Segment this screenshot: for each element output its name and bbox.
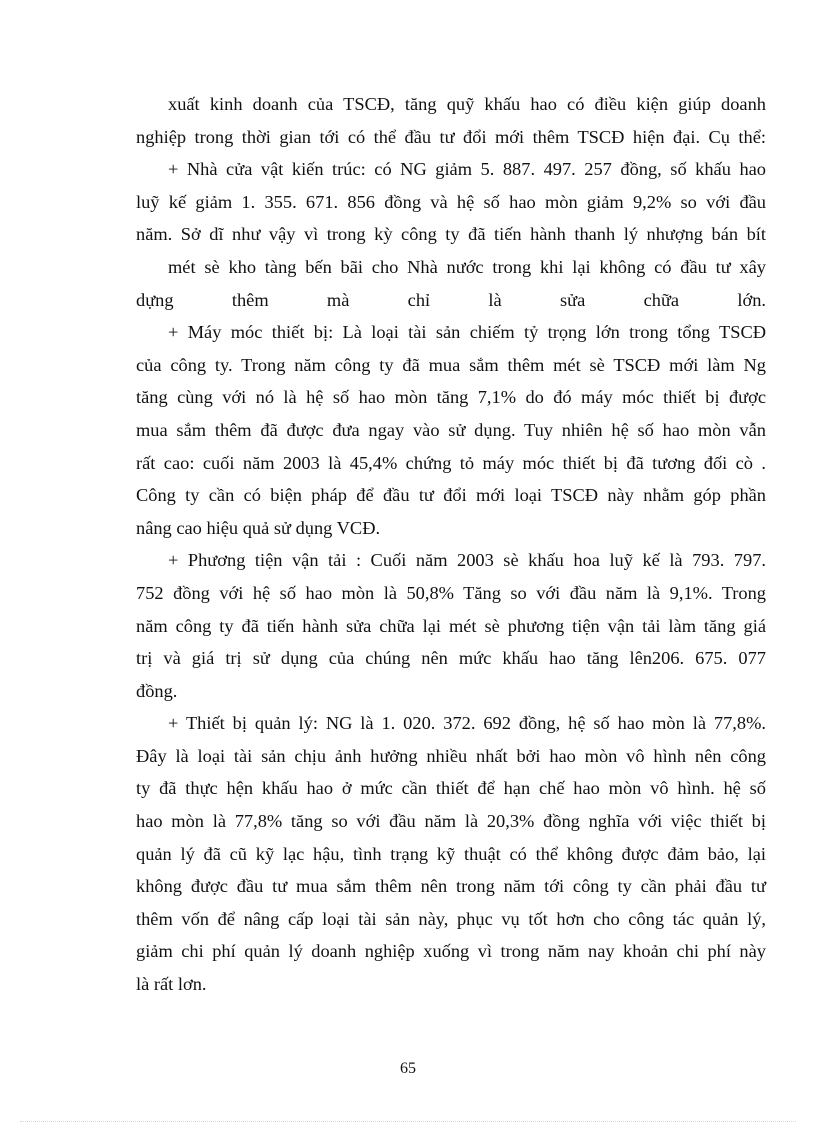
text-line: rất cao: cuối năm 2003 là 45,4% chứng tỏ máy móc thiết bị đã tương đối cò . xyxy=(136,452,766,473)
text-line: năm. Sở dĩ như vậy vì trong kỳ công ty đã tiến hành thanh lý nhượng bán bít xyxy=(136,224,766,245)
text-line: năm công ty đã tiến hành sửa chữa lại mét sè phương tiện vận tải làm tăng giá xyxy=(136,615,766,636)
text-line: 752 đồng với hệ số hao mòn là 50,8% Tăng so với đầu năm là 9,1%. Trong xyxy=(136,582,766,603)
text-line: thêm vốn để nâng cấp loại tài sản này, phục vụ tốt hơn cho công tác quản lý, xyxy=(136,908,766,929)
text-line: xuất kinh doanh của TSCĐ, tăng quỹ khấu hao có điều kiện giúp doanh xyxy=(168,94,766,114)
text-line: nghiệp trong thời gian tới có thể đầu tư đổi mới thêm TSCĐ hiện đại. Cụ thể: xyxy=(136,126,766,147)
text-line: tăng cùng với nó là hệ số hao mòn tăng 7,1% do đó máy móc thiết bị được xyxy=(136,387,766,408)
text-line: + Máy móc thiết bị: Là loại tài sản chiếm tỷ trọng lớn trong tổng TSCĐ xyxy=(168,322,766,343)
body-text xyxy=(136,88,766,1001)
text-line: hao mòn là 77,8% tăng so với đầu năm là 20,3% đồng nghĩa với việc thiết bị xyxy=(136,811,766,832)
text-line: là rất lơn. xyxy=(136,974,207,995)
text-line: nâng cao hiệu quả sử dụng VCĐ. xyxy=(136,517,381,538)
text-line: + Nhà cửa vật kiến trúc: có NG giảm 5. 887. 497. 257 đồng, số khấu hao xyxy=(168,159,766,180)
text-line: không được đầu tư mua sắm thêm nên trong năm tới công ty cần phải đầu tư xyxy=(136,876,766,897)
page-number: 65 xyxy=(400,1060,416,1077)
text-line: mét sè kho tàng bến bãi cho Nhà nước trong khi lại không có đầu tư xây xyxy=(168,256,766,277)
text-line: luỹ kế giảm 1. 355. 671. 856 đồng và hệ số hao mòn giảm 9,2% so với đầu xyxy=(136,191,766,212)
text-line: giảm chi phí quản lý doanh nghiệp xuống vì trong năm nay khoản chi phí này xyxy=(136,941,766,962)
text-line: trị và giá trị sử dụng của chúng nên mức khấu hao tăng lên206. 675. 077 xyxy=(136,648,766,669)
page-bottom-border xyxy=(20,1121,796,1122)
text-line: Đây là loại tài sản chịu ảnh hưởng nhiều nhất bởi hao mòn vô hình nên công xyxy=(136,745,766,766)
text-line: quản lý đã cũ kỹ lạc hậu, tình trạng kỹ thuật có thể không được đảm bảo, lại xyxy=(136,843,766,864)
text-line: của công ty. Trong năm công ty đã mua sắm thêm mét sè TSCĐ mới làm Ng xyxy=(136,354,766,375)
text-line: + Thiết bị quản lý: NG là 1. 020. 372. 692 đồng, hệ số hao mòn là 77,8%. xyxy=(168,713,766,734)
text-line: + Phương tiện vận tải : Cuối năm 2003 sè khấu hoa luỹ kế là 793. 797. xyxy=(168,550,766,571)
text-line: ty đã thực hện khấu hao ở mức cần thiết để hạn chế hao mòn vô hình. hệ số xyxy=(136,778,766,799)
text-line: dựng thêm mà chỉ là sửa chữa lớn. xyxy=(136,289,766,310)
text-line: mua sắm thêm đã được đưa ngay vào sử dụng. Tuy nhiên hệ số hao mòn vẫn xyxy=(136,419,766,440)
text-line: đồng. xyxy=(136,680,178,701)
text-line: Công ty cần có biện pháp để đầu tư đổi mới loại TSCĐ này nhằm góp phần xyxy=(136,485,766,506)
